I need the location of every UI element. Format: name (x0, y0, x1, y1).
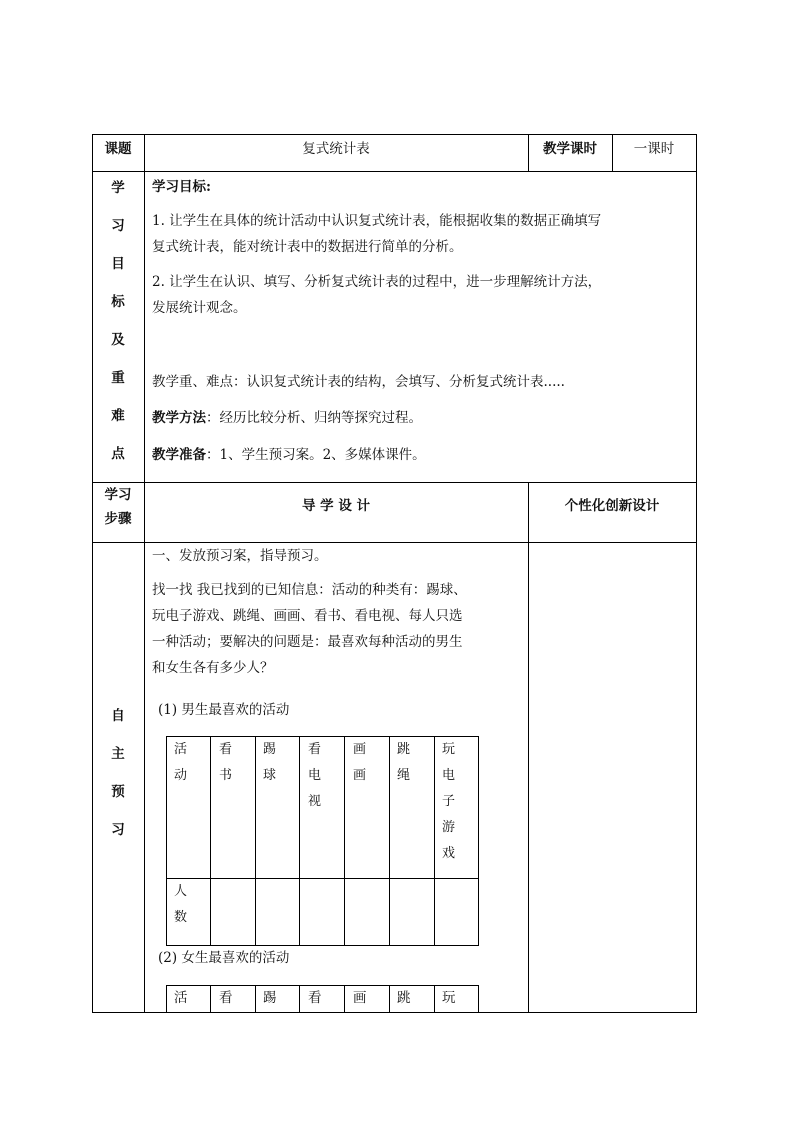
preview-step-1: 一、发放预习案，指导预习。 (152, 548, 328, 564)
preview-side-label (92, 706, 144, 858)
boys-header-drawing (353, 737, 366, 789)
boys-header-reading (219, 737, 232, 789)
girls-table-top (166, 985, 479, 986)
find-line-4: 和女生各有多少人？ (152, 660, 274, 676)
method-text: ：经历比较分析、归纳等探究过程。 (206, 410, 422, 426)
side-char: 习 (111, 822, 125, 838)
cell-char: 电 (442, 768, 456, 783)
find-line-2: 玩电子游戏、跳绳、画画、看书、看电视、每人只选 (152, 608, 463, 624)
method-label: 教学方法 (152, 410, 206, 426)
creative-design-heading: 个性化创新设计 (564, 498, 660, 514)
prep-label: 教学准备 (152, 447, 206, 463)
side-char: 重 (111, 370, 125, 386)
steps-label-line-1: 学习 (104, 487, 132, 503)
girls-header-tv: 看 (308, 990, 322, 1006)
row-divider-1 (92, 171, 697, 172)
girls-header-activity: 活 (174, 990, 188, 1006)
boys-col-line (389, 736, 390, 946)
girls-header-football: 踢 (263, 990, 277, 1006)
cell-char: 书 (219, 768, 233, 783)
objective-2-line-1: 2. 让学生在认识、填写、分析复式统计表的过程中，进一步理解统计方法， (152, 274, 602, 290)
cell-char: 动 (174, 768, 188, 783)
boys-col-line (210, 736, 211, 946)
objective-2-line-2: 发展统计观念。 (152, 300, 247, 316)
girls-col-line (478, 985, 479, 1012)
cell-char: 视 (308, 794, 322, 809)
cell-char: 数 (174, 910, 188, 925)
girls-header-video-games: 玩 (442, 990, 456, 1006)
row-divider-2 (92, 482, 697, 483)
girls-col-line (166, 985, 167, 1012)
girls-col-line (299, 985, 300, 1012)
teaching-prep (152, 447, 426, 463)
side-char: 主 (111, 746, 125, 762)
cell-char: 看 (308, 742, 322, 757)
boys-col-line (478, 736, 479, 946)
cell-char: 人 (174, 884, 188, 899)
side-char: 学 (111, 180, 125, 196)
guided-design-heading: 导 学 设 计 (301, 498, 371, 514)
side-char: 点 (111, 446, 125, 462)
boys-table-top (166, 736, 479, 737)
cell-char: 电 (308, 768, 322, 783)
find-line-1: 找一找 我已找到的已知信息：活动的种类有：踢球、 (152, 582, 467, 598)
girls-header-jump-rope: 跳 (397, 990, 411, 1006)
hours-label: 教学课时 (543, 141, 597, 157)
objectives-heading: 学习目标: (152, 179, 211, 195)
side-char: 难 (111, 408, 125, 424)
girls-col-line (255, 985, 256, 1012)
cell-char: 子 (442, 794, 456, 809)
cell-char: 跳 (397, 742, 411, 757)
side-char: 习 (111, 218, 125, 234)
boys-header-tv (308, 737, 321, 815)
topic-title: 复式统计表 (302, 141, 370, 157)
boys-col-line (255, 736, 256, 946)
teaching-method (152, 410, 422, 426)
boys-header-activity (174, 737, 187, 789)
boys-header-football (263, 737, 276, 789)
cell-char: 戏 (442, 846, 456, 861)
cell-char: 玩 (442, 742, 456, 757)
objective-1-line-1: 1. 让学生在具体的统计活动中认识复式统计表，能根据收集的数据正确填写 (152, 213, 602, 229)
side-char: 标 (111, 294, 125, 310)
boys-col-line (344, 736, 345, 946)
objectives-side-label (92, 178, 144, 482)
topic-label: 课题 (104, 141, 132, 157)
boys-col-line (434, 736, 435, 946)
boys-col-line (299, 736, 300, 946)
boys-header-video-games (442, 737, 455, 867)
cell-char: 活 (174, 742, 188, 757)
find-line-3: 一种活动；要解决的问题是：最喜欢每种活动的男生 (152, 634, 463, 650)
objective-1-line-2: 复式统计表，能对统计表中的数据进行简单的分析。 (152, 239, 463, 255)
side-char: 预 (111, 784, 125, 800)
girls-col-line (344, 985, 345, 1012)
creative-column-divider (528, 482, 529, 1013)
boys-header-jump-rope (397, 737, 410, 789)
steps-label-line-2: 步骤 (104, 511, 132, 527)
girls-header-reading: 看 (219, 990, 233, 1006)
prep-text: ：1、学生预习案。2、多媒体课件。 (206, 447, 426, 463)
cell-char: 画 (353, 768, 367, 783)
boys-table-mid (166, 878, 479, 879)
girls-col-line (389, 985, 390, 1012)
boys-col-line (166, 736, 167, 946)
side-char: 自 (111, 708, 125, 724)
row-divider-3 (92, 542, 697, 543)
cell-char: 画 (353, 742, 367, 757)
cell-char: 绳 (397, 768, 411, 783)
girls-col-line (434, 985, 435, 1012)
key-points: 教学重、难点：认识复式统计表的结构，会填写、分析复式统计表..... (152, 374, 565, 390)
table-right-border (696, 134, 697, 1013)
boys-row-count-label (174, 879, 187, 931)
table-bottom-border (92, 1012, 697, 1013)
hours-value: 一课时 (633, 141, 675, 157)
cell-char: 游 (442, 820, 456, 835)
boys-table-caption: (1) 男生最喜欢的活动 (158, 702, 290, 718)
cell-char: 球 (263, 768, 277, 783)
cell-char: 看 (219, 742, 233, 757)
cell-char: 踢 (263, 742, 277, 757)
side-char: 目 (111, 256, 125, 272)
boys-table-bottom (166, 945, 479, 946)
table-top-border (92, 134, 697, 135)
label-column-divider (144, 134, 145, 1013)
girls-col-line (210, 985, 211, 1012)
girls-table-caption: (2) 女生最喜欢的活动 (158, 950, 290, 966)
side-char: 及 (111, 332, 125, 348)
girls-header-drawing: 画 (353, 990, 367, 1006)
